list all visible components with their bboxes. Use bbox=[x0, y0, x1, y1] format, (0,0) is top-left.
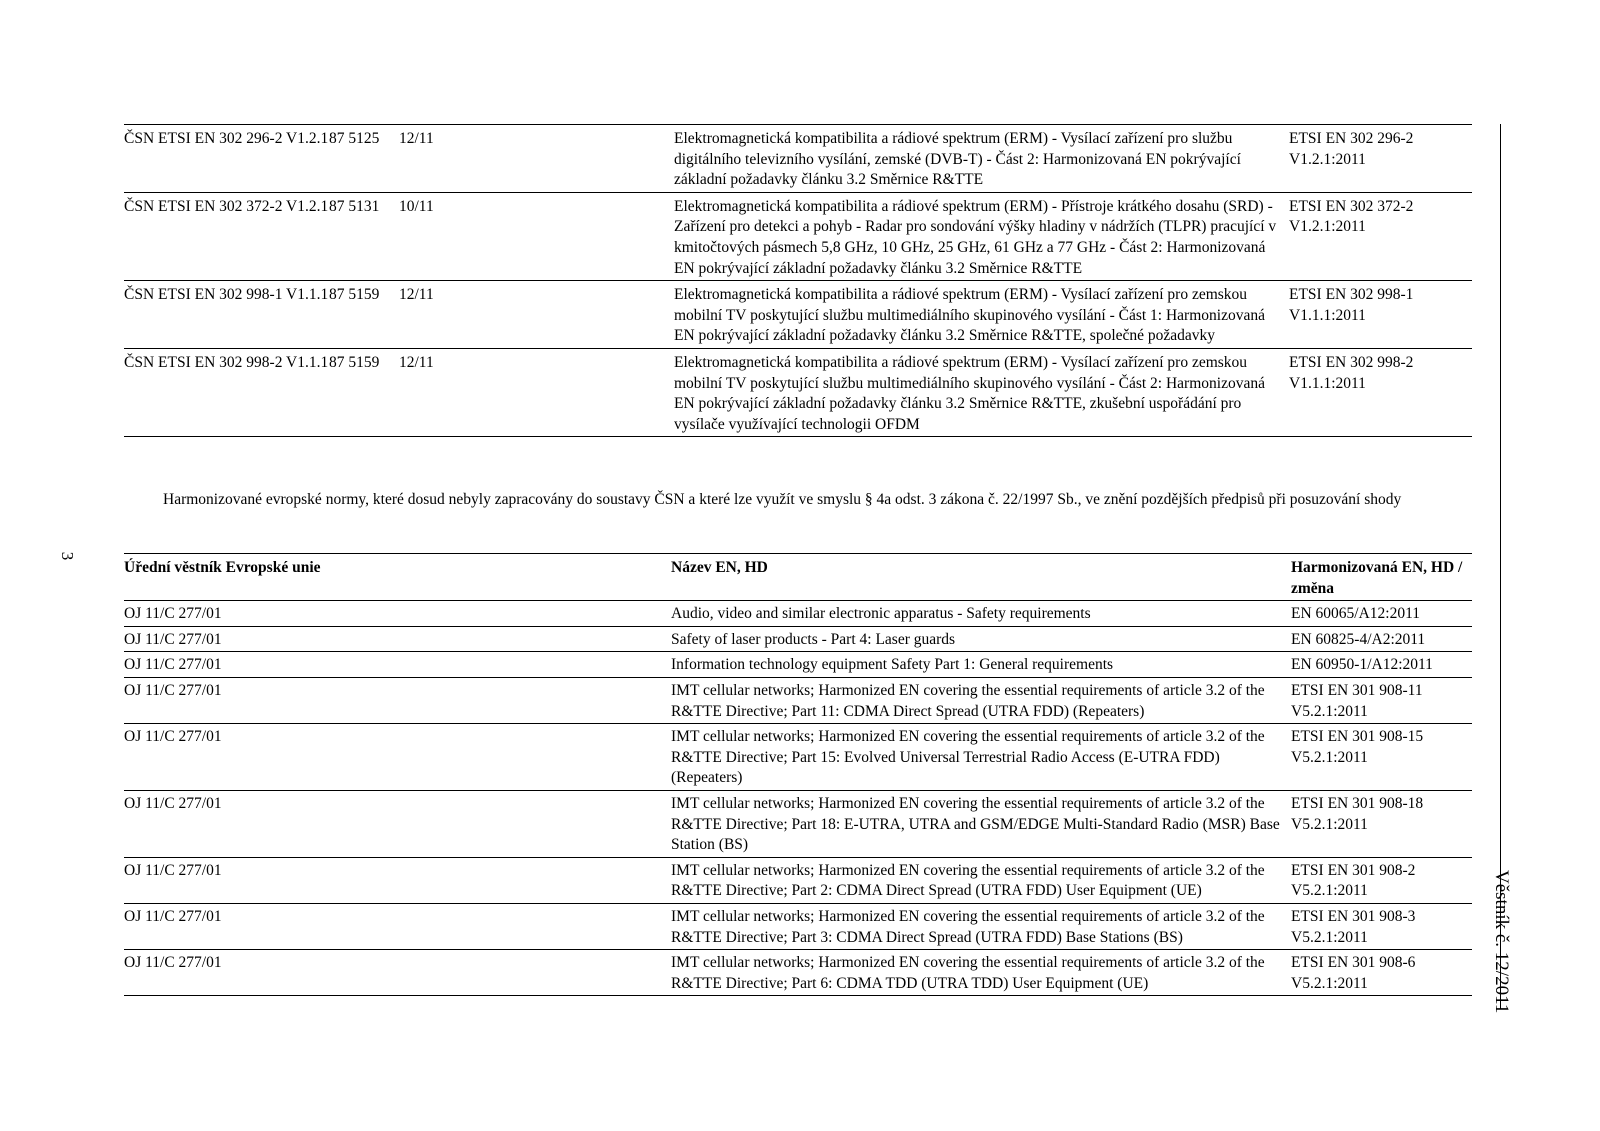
harmonized-reference: ETSI EN 301 908-11 V5.2.1:2011 bbox=[1291, 681, 1423, 720]
table-row bbox=[124, 858, 1472, 904]
standard-title: Elektromagnetická kompatibilita a rádiové spektrum (ERM) - Přístroje krátkého dosahu (SRD) - Zařízení pro detekci a pohyb - Radar pro sondování výšky hladiny v nádržích (TLPR) pracující v kmitočtových pásmech 5,8 GHz, 10 GHz, 25 GHz, 61 GHz a 77 GHz - Část 2: Harmonizovaná EN pokrývající základní požadavky článku 3.2 Směrnice R&TTE bbox=[674, 197, 1277, 277]
journal-reference: OJ 11/C 277/01 bbox=[124, 794, 222, 812]
standard-title: Elektromagnetická kompatibilita a rádiové spektrum (ERM) - Vysílací zařízení pro službu digitálního televizního vysílání, zemské (DVB-T) - Část 2: Harmonizovaná EN pokrývající základní požadavky článku 3.2 Směrnice R&TTE bbox=[674, 130, 1241, 189]
standard-code: ČSN ETSI EN 302 998-1 V1.1.1 bbox=[124, 286, 329, 304]
table-row bbox=[124, 678, 1472, 724]
class-number: 87 5159 bbox=[329, 353, 380, 371]
standard-name: Audio, video and similar electronic apparatus - Safety requirements bbox=[671, 605, 1091, 623]
harmonized-reference: ETSI EN 301 908-6 V5.2.1:2011 bbox=[1291, 954, 1416, 992]
harmonized-reference: EN 60065/A12:2011 bbox=[1291, 605, 1421, 623]
header-journal: Úřední věstník Evropské unie bbox=[124, 559, 321, 576]
journal-reference: OJ 11/C 277/01 bbox=[124, 681, 222, 699]
issue-date: 12/11 bbox=[399, 353, 434, 371]
table-row bbox=[124, 950, 1472, 996]
table-row bbox=[124, 791, 1472, 858]
etsi-reference: ETSI EN 302 998-1 V1.1.1:2011 bbox=[1289, 286, 1414, 324]
standard-name: IMT cellular networks; Harmonized EN covering the essential requirements of article 3.2 of the R&TTE Directive; Part 18: E-UTRA, UTRA and GSM/EDGE Multi-Standard Radio (MSR) Base Station (BS) bbox=[671, 794, 1280, 854]
journal-reference: OJ 11/C 277/01 bbox=[124, 630, 222, 648]
class-number: 87 5131 bbox=[329, 197, 380, 215]
table-row bbox=[124, 627, 1472, 653]
standard-title: Elektromagnetická kompatibilita a rádiové spektrum (ERM) - Vysílací zařízení pro zemskou mobilní TV poskytující službu multimediálního skupinového vysílání - Část 1: Harmonizovaná EN pokrývající základní požadavky článku 3.2 Směrnice R&TTE, společné požadavky bbox=[674, 286, 1265, 345]
standard-title: Elektromagnetická kompatibilita a rádiové spektrum (ERM) - Vysílací zařízení pro zemskou mobilní TV poskytující službu multimediálního skupinového vysílání - Část 2: Harmonizovaná EN pokrývající základní požadavky článku 3.2 Směrnice R&TTE, zkušební uspořádání pro vysílače využívající technologii OFDM bbox=[674, 353, 1265, 433]
harmonized-reference: EN 60825-4/A2:2011 bbox=[1291, 630, 1426, 648]
harmonized-reference: ETSI EN 301 908-2 V5.2.1:2011 bbox=[1291, 861, 1416, 900]
issue-date: 12/11 bbox=[399, 286, 434, 304]
standard-name: Information technology equipment Safety Part 1: General requirements bbox=[671, 656, 1114, 674]
table-row bbox=[124, 193, 1472, 281]
harmonized-reference: EN 60950-1/A12:2011 bbox=[1291, 656, 1433, 674]
table-row bbox=[124, 281, 1472, 349]
standard-name: IMT cellular networks; Harmonized EN covering the essential requirements of article 3.2 of the R&TTE Directive; Part 2: CDMA Direct Spread (UTRA FDD) User Equipment (UE) bbox=[671, 861, 1265, 900]
etsi-reference: ETSI EN 302 296-2 V1.2.1:2011 bbox=[1289, 130, 1414, 168]
standard-code: ČSN ETSI EN 302 372-2 V1.2.1 bbox=[124, 197, 329, 215]
table-row bbox=[124, 652, 1472, 678]
journal-reference: OJ 11/C 277/01 bbox=[124, 954, 222, 972]
running-header: Věstník č. 12/2011 bbox=[1491, 870, 1512, 1014]
journal-reference: OJ 11/C 277/01 bbox=[124, 861, 222, 879]
table-header-row bbox=[124, 554, 1472, 601]
standard-name: Safety of laser products - Part 4: Laser guards bbox=[671, 630, 956, 648]
standards-table bbox=[124, 124, 1472, 437]
harmonized-standards-note: Harmonizované evropské normy, které dosud nebyly zapracovány do soustavy ČSN a které lze využít ve smyslu § 4a odst. 3 zákona č. 22/1997 Sb., ve znění pozdějších předpisů při posuzování shody bbox=[163, 491, 1402, 508]
standard-name: IMT cellular networks; Harmonized EN covering the essential requirements of article 3.2 of the R&TTE Directive; Part 11: CDMA Direct Spread (UTRA FDD) (Repeaters) bbox=[671, 681, 1265, 720]
standard-code: ČSN ETSI EN 302 998-2 V1.1.1 bbox=[124, 353, 329, 371]
issue-date: 12/11 bbox=[399, 130, 434, 147]
table-row bbox=[124, 601, 1472, 627]
standard-name: IMT cellular networks; Harmonized EN covering the essential requirements of article 3.2 of the R&TTE Directive; Part 3: CDMA Direct Spread (UTRA FDD) Base Stations (BS) bbox=[671, 907, 1265, 946]
table-row bbox=[124, 724, 1472, 791]
standard-code: ČSN ETSI EN 302 296-2 V1.2.1 bbox=[124, 130, 329, 147]
header-name: Název EN, HD bbox=[671, 559, 768, 576]
header-harmonized: Harmonizovaná EN, HD / změna bbox=[1291, 559, 1463, 597]
journal-reference: OJ 11/C 277/01 bbox=[124, 656, 222, 674]
journal-reference: OJ 11/C 277/01 bbox=[124, 728, 222, 746]
table-row bbox=[124, 125, 1472, 193]
standard-name: IMT cellular networks; Harmonized EN covering the essential requirements of article 3.2 of the R&TTE Directive; Part 6: CDMA TDD (UTRA TDD) User Equipment (UE) bbox=[671, 954, 1265, 992]
journal-reference: OJ 11/C 277/01 bbox=[124, 907, 222, 925]
etsi-reference: ETSI EN 302 998-2 V1.1.1:2011 bbox=[1289, 353, 1414, 392]
class-number: 87 5159 bbox=[329, 286, 380, 304]
harmonized-standards-table bbox=[124, 553, 1472, 996]
harmonized-reference: ETSI EN 301 908-15 V5.2.1:2011 bbox=[1291, 728, 1424, 766]
page-number: 3 bbox=[58, 551, 77, 561]
standard-name: IMT cellular networks; Harmonized EN covering the essential requirements of article 3.2 of the R&TTE Directive; Part 15: Evolved Universal Terrestrial Radio Access (E-UTRA FDD) (Repeaters) bbox=[671, 728, 1265, 787]
harmonized-reference: ETSI EN 301 908-18 V5.2.1:2011 bbox=[1291, 794, 1424, 833]
etsi-reference: ETSI EN 302 372-2 V1.2.1:2011 bbox=[1289, 197, 1414, 236]
class-number: 87 5125 bbox=[329, 130, 380, 147]
table-row bbox=[124, 904, 1472, 950]
harmonized-reference: ETSI EN 301 908-3 V5.2.1:2011 bbox=[1291, 907, 1416, 946]
table-row bbox=[124, 349, 1472, 437]
issue-date: 10/11 bbox=[399, 197, 434, 215]
journal-reference: OJ 11/C 277/01 bbox=[124, 605, 222, 623]
